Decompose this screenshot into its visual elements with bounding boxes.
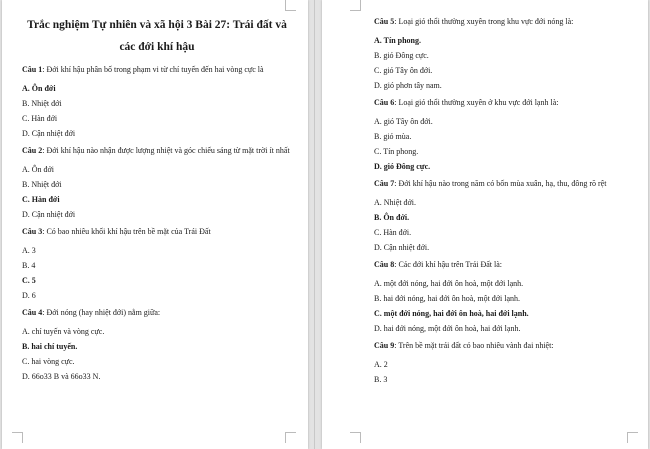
- answer-option: B. 4: [22, 261, 36, 270]
- page-corner-mark: [350, 0, 361, 11]
- answer-option: A. một đới nóng, hai đới ôn hoà, một đới lạnh.: [374, 279, 524, 288]
- question-text: Câu 3: Có bao nhiêu khối khí hậu trên bề mặt của Trái Đất: [22, 227, 211, 236]
- page-content-left: [22, 14, 292, 387]
- page-corner-mark: [285, 0, 296, 11]
- answer-option: B. gió mùa.: [374, 132, 412, 141]
- question-number: Câu 5: [374, 17, 395, 26]
- question-body: Đới khí hậu nào nhận được lượng nhiệt và góc chiếu sáng từ mặt trời ít nhất: [46, 146, 290, 155]
- question-column-left: [22, 64, 292, 382]
- answer-option-correct: C. Hàn đới: [22, 195, 60, 204]
- question-column-right: [374, 16, 636, 385]
- answer-option: B. 3: [374, 375, 388, 384]
- document-page-right: [322, 0, 648, 449]
- answer-option: D. gió phơn tây nam.: [374, 81, 442, 90]
- question-body: Trên bề mặt trái đất có bao nhiêu vành đai nhiệt:: [398, 341, 554, 350]
- answer-option: A. 3: [22, 246, 36, 255]
- answer-option-correct: B. hai chí tuyến.: [22, 342, 78, 351]
- question-number: Câu 2: [22, 146, 43, 155]
- answer-option: C. Hàn đới.: [374, 228, 412, 237]
- question-number: Câu 1: [22, 65, 43, 74]
- question-body: Đới khí hậu nào trong năm có bốn mùa xuân, hạ, thu, đông rõ rệt: [398, 179, 607, 188]
- answer-option: C. hai vòng cực.: [22, 357, 75, 366]
- question-number: Câu 9: [374, 341, 395, 350]
- question-number: Câu 3: [22, 227, 43, 236]
- answer-option: A. Ôn đới: [22, 165, 55, 174]
- answer-option: D. Cận nhiệt đới: [22, 210, 76, 219]
- answer-option: B. Nhiệt đới: [22, 180, 62, 189]
- question-body: Đới khí hậu phân bố trong phạm vi từ chí tuyến đến hai vòng cực là: [46, 65, 264, 74]
- page-corner-mark: [350, 432, 361, 443]
- question-number: Câu 6: [374, 98, 395, 107]
- document-page-left: [2, 0, 308, 449]
- answer-option-correct: C. 5: [22, 276, 36, 285]
- answer-option-correct: C. một đới nóng, hai đới ôn hoà, hai đới lạnh.: [374, 309, 529, 318]
- question-text: Câu 9: Trên bề mặt trái đất có bao nhiêu vành đai nhiệt:: [374, 341, 554, 350]
- answer-option-correct: A. Ôn đới: [22, 84, 56, 93]
- question-number: Câu 8: [374, 260, 395, 269]
- question-text: Câu 2: Đới khí hậu nào nhận được lượng nhiệt và góc chiếu sáng từ mặt trời ít nhất: [22, 146, 290, 155]
- answer-option: D. hai đới nóng, một đới ôn hoà, hai đới lạnh.: [374, 324, 521, 333]
- page-corner-mark: [285, 432, 296, 443]
- answer-option: D. Cận nhiệt đới.: [374, 243, 430, 252]
- question-body: Loại gió thổi thường xuyên ở khu vực đới lạnh là:: [398, 98, 559, 107]
- answer-option: C. Hàn đới: [22, 114, 58, 123]
- answer-option: D. Cận nhiệt đới: [22, 129, 76, 138]
- question-body: Đới nóng (hay nhiệt đới) nằm giữa:: [46, 308, 161, 317]
- answer-option: B. Nhiệt đới: [22, 99, 62, 108]
- page-content-right: [374, 14, 636, 390]
- page-corner-mark: [627, 432, 638, 443]
- question-text: Câu 7: Đới khí hậu nào trong năm có bốn mùa xuân, hạ, thu, đông rõ rệt: [374, 179, 607, 188]
- question-body: Có bao nhiêu khối khí hậu trên bề mặt của Trái Đất: [46, 227, 211, 236]
- question-number: Câu 4: [22, 308, 43, 317]
- answer-option: B. gió Đông cực.: [374, 51, 429, 60]
- answer-option-correct: A. Tín phong.: [374, 36, 421, 45]
- page-divider: [314, 0, 315, 449]
- answer-option: C. gió Tây ôn đới.: [374, 66, 433, 75]
- question-number: Câu 7: [374, 179, 395, 188]
- question-text: Câu 1: Đới khí hậu phân bố trong phạm vi từ chí tuyến đến hai vòng cực là: [22, 65, 264, 74]
- answer-option: A. Nhiệt đới.: [374, 198, 417, 207]
- question-body: Loại gió thổi thường xuyên trong khu vực đới nóng là:: [398, 17, 574, 26]
- answer-option: D. 6: [22, 291, 36, 300]
- answer-option: B. hai đới nóng, hai đới ôn hoà, một đới lạnh.: [374, 294, 521, 303]
- answer-option: A. gió Tây ôn đới.: [374, 117, 433, 126]
- question-text: Câu 5: Loại gió thổi thường xuyên trong khu vực đới nóng là:: [374, 17, 574, 26]
- page-corner-mark: [12, 432, 23, 443]
- question-text: Câu 8: Các đới khí hậu trên Trái Đất là:: [374, 260, 503, 269]
- answer-option-correct: D. gió Đông cực.: [374, 162, 431, 171]
- question-body: Các đới khí hậu trên Trái Đất là:: [398, 260, 503, 269]
- question-text: Câu 6: Loại gió thổi thường xuyên ở khu vực đới lạnh là:: [374, 98, 559, 107]
- answer-option-correct: B. Ôn đới.: [374, 213, 410, 222]
- answer-option: A. 2: [374, 360, 388, 369]
- document-title: Trắc nghiệm Tự nhiên và xã hội 3 Bài 27: Trái đất và các đới khí hậu: [27, 19, 287, 53]
- answer-option: A. chí tuyến và vòng cực.: [22, 327, 105, 336]
- question-text: Câu 4: Đới nóng (hay nhiệt đới) nằm giữa:: [22, 308, 161, 317]
- answer-option: D. 66o33 B và 66o33 N.: [22, 372, 101, 381]
- answer-option: C. Tín phong.: [374, 147, 419, 156]
